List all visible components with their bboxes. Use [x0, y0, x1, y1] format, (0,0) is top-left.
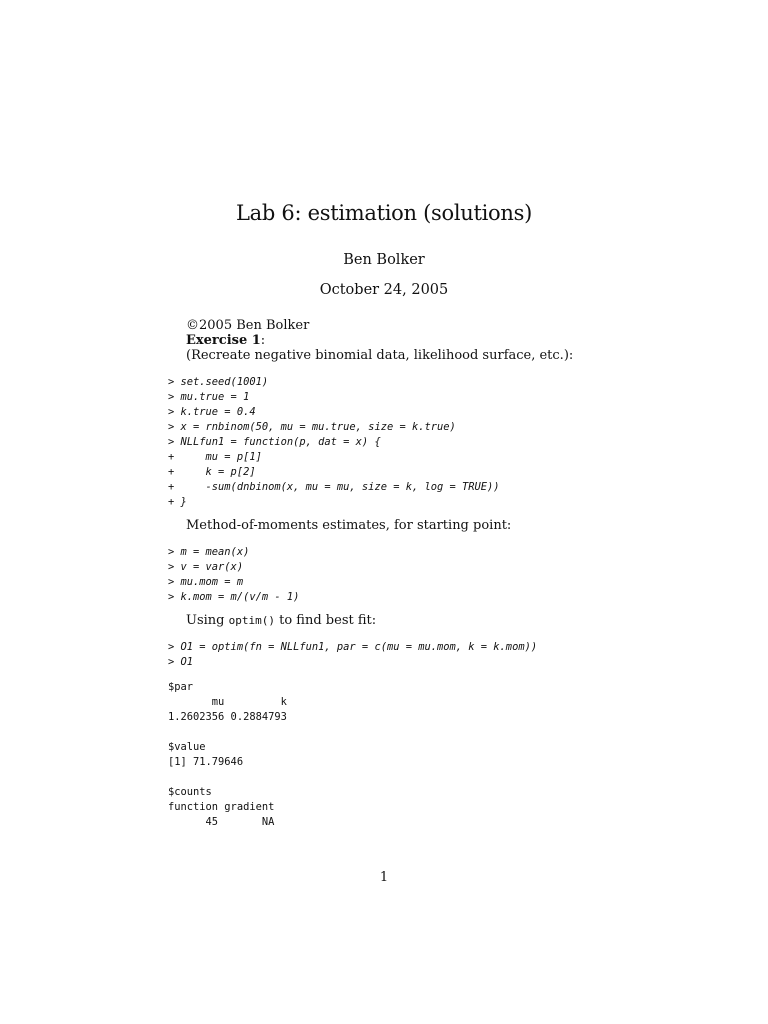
code-block-optim — [168, 640, 537, 670]
output-line: function gradient — [168, 801, 275, 813]
code-block-setup — [168, 375, 500, 510]
code-line: > set.seed(1001) — [168, 376, 269, 388]
output-line: $counts — [168, 786, 212, 798]
output-line: [1] 71.79646 — [168, 756, 244, 768]
code-line: + k = p[2] — [168, 466, 256, 478]
code-line: + mu = p[1] — [168, 451, 262, 463]
output-line: $value — [168, 741, 206, 753]
optim-function-name: optim() — [228, 614, 275, 627]
method-of-moments-text: Method-of-moments estimates, for starting point: — [186, 518, 512, 533]
optim-text-suffix: to find best fit: — [274, 613, 377, 628]
document-author: Ben Bolker — [343, 252, 425, 268]
code-block-moments — [168, 545, 299, 605]
code-line: > O1 = optim(fn = NLLfun1, par = c(mu = mu.mom, k = k.mom)) — [168, 641, 538, 653]
code-line: > k.true = 0.4 — [168, 406, 256, 418]
optim-text-prefix: Using — [186, 613, 229, 628]
output-line: $par — [168, 681, 194, 693]
code-line: > O1 — [168, 656, 194, 668]
code-line: + } — [168, 496, 187, 508]
page-number: 1 — [379, 870, 389, 885]
code-line: > x = rnbinom(50, mu = mu.true, size = k.true) — [168, 421, 456, 433]
document-date: October 24, 2005 — [319, 282, 449, 298]
code-output-block — [168, 680, 287, 830]
code-line: > NLLfun1 = function(p, dat = x) { — [168, 436, 381, 448]
output-line — [168, 725, 287, 740]
code-line: > m = mean(x) — [168, 546, 250, 558]
exercise-label: Exercise 1 — [186, 333, 261, 348]
code-line: > mu.true = 1 — [168, 391, 250, 403]
optim-text — [186, 613, 376, 629]
output-line: 1.2602356 0.2884793 — [168, 711, 287, 723]
output-line: 45 NA — [168, 816, 275, 828]
exercise-description: (Recreate negative binomial data, likelihood surface, etc.): — [186, 348, 574, 363]
code-line: > v = var(x) — [168, 561, 244, 573]
document-title: Lab 6: estimation (solutions) — [236, 201, 532, 225]
exercise-suffix: : — [260, 333, 266, 348]
code-line: + -sum(dnbinom(x, mu = mu, size = k, log = TRUE)) — [168, 481, 500, 493]
code-line: > mu.mom = m — [168, 576, 244, 588]
output-line — [168, 770, 287, 785]
output-line: mu k — [168, 696, 287, 708]
copyright-notice: ©2005 Ben Bolker — [186, 318, 310, 333]
code-line: > k.mom = m/(v/m - 1) — [168, 591, 300, 603]
exercise-heading — [186, 333, 265, 349]
